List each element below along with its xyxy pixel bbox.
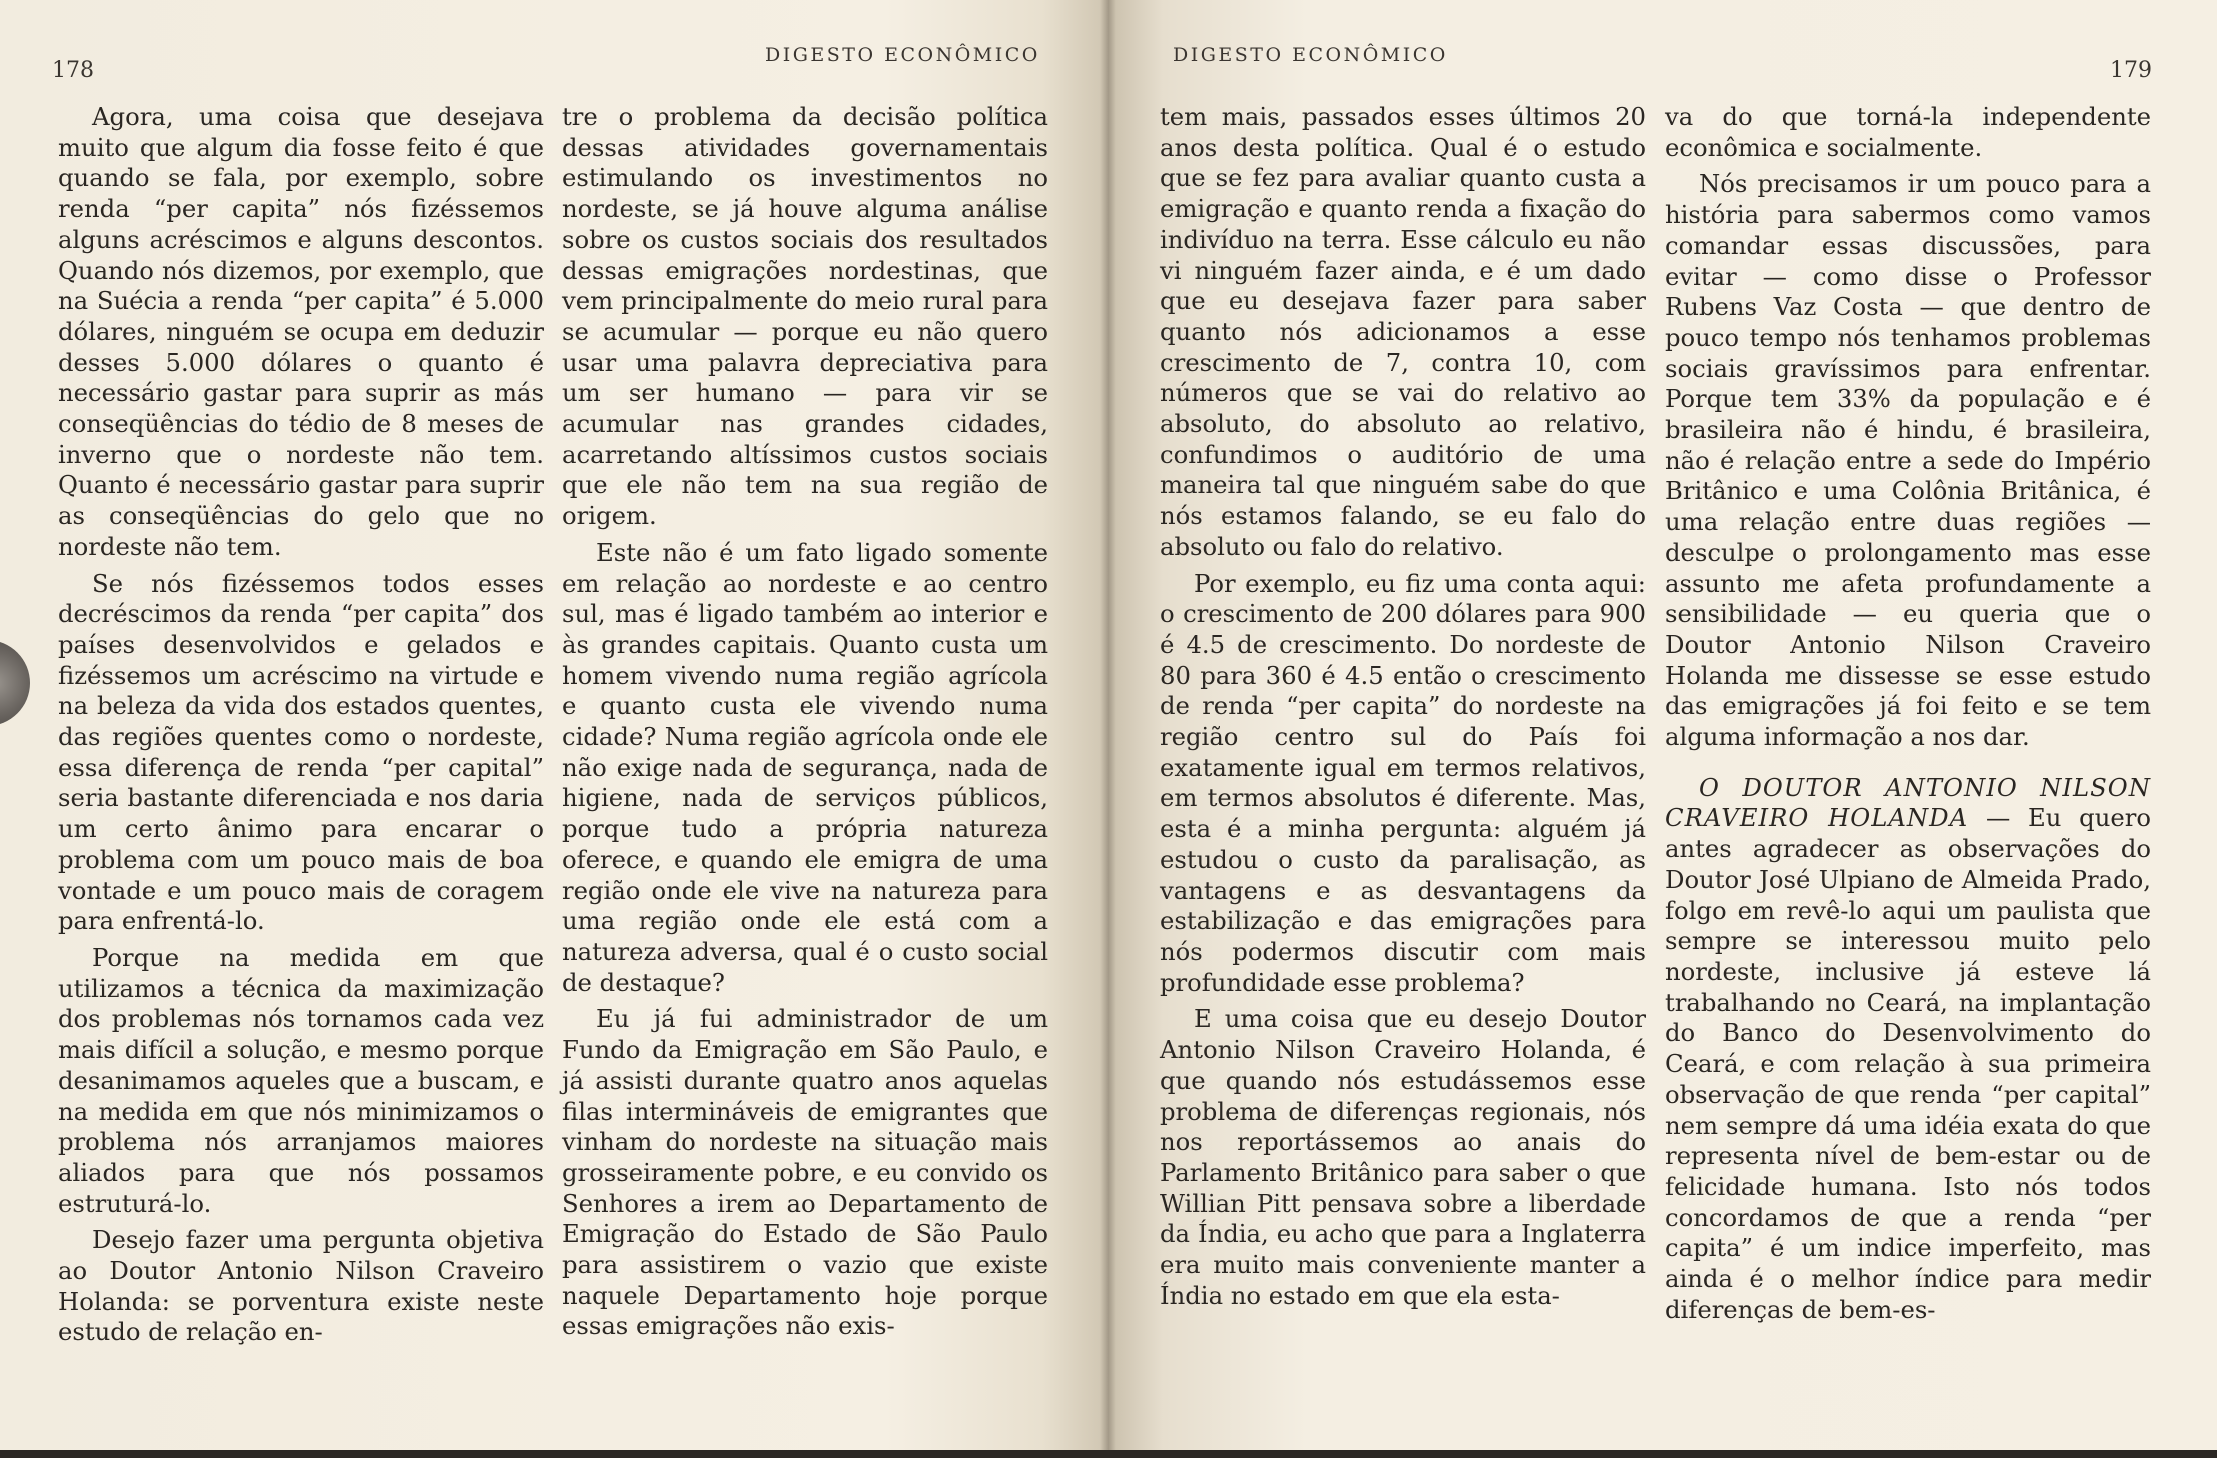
paragraph: Agora, uma coisa que desejava muito que algum dia fosse feito é que quando se fala, por exemplo, sobre renda “per capita” nós fizéssemos alguns acréscimos e alguns descontos. Quando nós dizemos, por exemplo, que na Suécia a renda “per capita” é 5.000 dólares, ninguém se ocupa em deduzir desses 5.000 dólares o quanto é necessário gastar para suprir as más conseqüências do tédio de 8 meses de inverno que o nordeste não tem. Quanto é necessário gastar para suprir as conseqüências do gelo que no nordeste não tem. xyxy=(58,102,544,561)
paragraph: Nós precisamos ir um pouco para a história para sabermos como vamos comandar essas discussões, para evitar — como disse o Professor Rubens Vaz Costa — que dentro de pouco tempo nós tenhamos problemas sociais gravíssimos para enfrentar. Porque tem 33% da população e é brasileira não é hindu, é brasileira, não é relação entre a sede do Império Britânico e uma Colônia Britânica, é uma relação entre duas regiões — desculpe o prolongamento mas esse assunto me afeta profundamente a sensibilidade — eu queria que o Doutor Antonio Nilson Craveiro Holanda me dissesse se esse estudo das emigrações já foi feito e se tem alguma informação a nos dar. xyxy=(1665,169,2151,752)
bottom-edge xyxy=(0,1450,2217,1458)
paragraph: va do que torná-la independente econômica e socialmente. xyxy=(1665,102,2151,162)
paragraph: E uma coisa que eu desejo Doutor Antonio Nilson Craveiro Holanda, é que quando nós estudássemos esse problema de diferenças regionais, nós nos reportássemos ao anais do Parlamento Britânico para saber o que Willian Pitt pensava sobre a liberdade da Índia, eu acho que para a Inglaterra era muito mais conveniente manter a Índia no estado em que ela esta- xyxy=(1160,1004,1646,1310)
book-gutter xyxy=(1100,0,1116,1458)
paragraph: Este não é um fato ligado somente em relação ao nordeste e ao centro sul, mas é ligado também ao interior e às grandes capitais. Quanto custa um homem vivendo numa região agrícola e quanto custa ele vivendo numa cidade? Numa região agrícola onde ele não exige nada de segurança, nada de higiene, nada de serviços públicos, porque tudo a própria natureza oferece, e quando ele emigra de uma região onde ele vive na natureza para uma região onde ele está com a natureza adversa, qual é o custo social de destaque? xyxy=(562,537,1048,997)
right-column-1 xyxy=(1160,102,1646,1311)
right-page xyxy=(1108,0,2217,1458)
paragraph: tem mais, passados esses últimos 20 anos desta política. Qual é o estudo que se fez para avaliar quanto custa a emigração e quanto renda a fixação do indivíduo na terra. Esse cálculo eu não vi ninguém fazer ainda, e é um dado que eu desejava fazer para saber quanto nós adicionamos a esse crescimento de 7, contra 10, com números que se vai do relativo ao absoluto, do absoluto ao relativo, confundimos o auditório de uma maneira tal que ninguém sabe do que nós estamos falando, se eu falo do absoluto ou falo do relativo. xyxy=(1160,102,1646,561)
left-column-2 xyxy=(562,102,1048,1342)
left-running-head: DIGESTO ECONÔMICO xyxy=(765,44,1040,66)
right-running-head: DIGESTO ECONÔMICO xyxy=(1173,44,1448,66)
speaker-text: — Eu quero antes agradecer as observações do Doutor José Ulpiano de Almeida Prado, folgo em revê-lo aqui um paulista que sempre se interessou muito pelo nordeste, inclusive já esteve lá trabalhando no Ceará, na implantação do Banco do Desenvolvimento do Ceará, e com relação à sua primeira observação de que renda “per capital” nem sempre dá uma idéia exata do que representa nível de bem-estar ou de felicidade humana. Isto nós todos concordamos de que a renda “per capita” é um indice imperfeito, mas ainda é o melhor índice para medir diferenças de bem-es- xyxy=(1665,803,2151,1324)
left-page-number: 178 xyxy=(52,58,94,83)
left-page xyxy=(0,0,1108,1458)
right-page-number: 179 xyxy=(2110,58,2152,83)
paragraph: Porque na medida em que utilizamos a técnica da maximização dos problemas nós tornamos cada vez mais difícil a solução, e mesmo porque desanimamos aqueles que a buscam, e na medida em que nós minimizamos o problema nós arranjamos maiores aliados para que nós possamos estruturá-lo. xyxy=(58,942,544,1218)
speaker-name: O DOUTOR ANTONIO NILSON CRAVEIRO HOLANDA xyxy=(1665,772,2151,833)
paragraph: Por exemplo, eu fiz uma conta aqui: o crescimento de 200 dólares para 900 é 4.5 de crescimento. Do nordeste de 80 para 360 é 4.5 então o crescimento de renda “per capita” do nordeste na região centro sul do País foi exatamente igual em termos relativos, em termos absolutos é diferente. Mas, esta é a minha pergunta: alguém já estudou o custo da paralisação, as vantagens e as desvantagens da estabilização e das emigrações para nós podermos discutir com mais profundidade esse problema? xyxy=(1160,568,1646,997)
left-column-1 xyxy=(58,102,544,1348)
paragraph: Se nós fizéssemos todos esses decréscimos da renda “per capita” dos países desenvolvidos e gelados e fizéssemos um acréscimo na virtude e na beleza da vida dos estados quentes, das regiões quentes como o nordeste, essa diferença de renda “per capital” seria bastante diferenciada e nos daria um certo ânimo para encarar o problema com um pouco mais de boa vontade e um pouco mais de coragem para enfrentá-lo. xyxy=(58,568,544,936)
binder-hole xyxy=(0,640,30,726)
right-column-2 xyxy=(1665,102,2151,1325)
paragraph: tre o problema da decisão política dessas atividades governamentais estimulando os investimentos no nordeste, se já houve alguma análise sobre os custos sociais dos resultados dessas emigrações nordestinas, que vem principalmente do meio rural para se acumular — porque eu não quero usar uma palavra depreciativa para um ser humano — para vir se acumular nas grandes cidades, acarretando altíssimos custos sociais que ele não tem na sua região de origem. xyxy=(562,102,1048,531)
speaker-paragraph xyxy=(1665,773,2151,1326)
paragraph: Eu já fui administrador de um Fundo da Emigração em São Paulo, e já assisti durante quatro anos aquelas filas intermináveis de emigrantes que vinham do nordeste na situação mais grosseiramente pobre, e eu convido os Senhores a irem ao Departamento de Emigração do Estado de São Paulo para assistirem o vazio que existe naquele Departamento hoje porque essas emigrações não exis- xyxy=(562,1004,1048,1341)
paragraph: Desejo fazer uma pergunta objetiva ao Doutor Antonio Nilson Craveiro Holanda: se porventura existe neste estudo de relação en- xyxy=(58,1225,544,1347)
